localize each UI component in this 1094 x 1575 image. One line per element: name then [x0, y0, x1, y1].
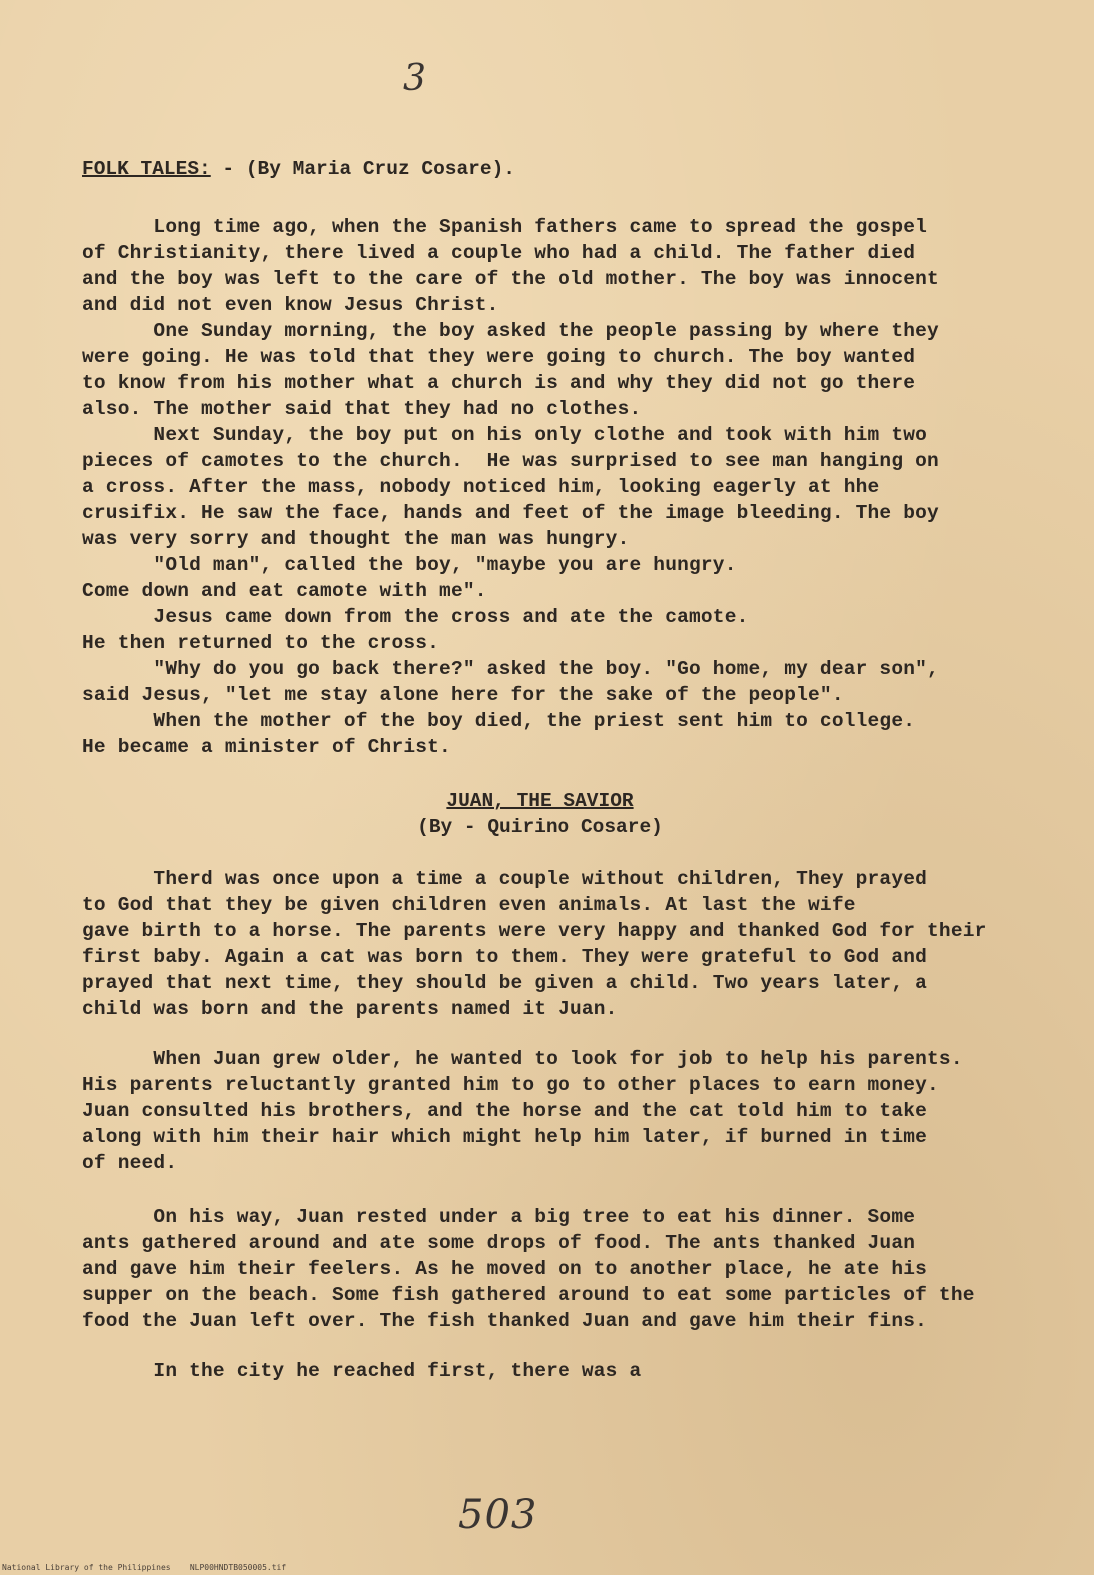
story1-paragraph: One Sunday morning, the boy asked the people passing by where they were going. He was told that they were going to church. The boy wanted to know from his mother what a church is and why they did not go there also. The mother said that they had no clothes. [82, 320, 939, 420]
story2-paragraph: When Juan grew older, he wanted to look for job to help his parents. His parents reluctantly granted him to go to other places to earn money. Juan consulted his brothers, and the horse and the cat told him to take along with him their hair which might help him later, if burned in time of need. [82, 1048, 963, 1174]
story1-paragraph: When the mother of the boy died, the priest sent him to college. He became a minister of Christ. [82, 710, 916, 758]
story2-paragraph: On his way, Juan rested under a big tree to eat his dinner. Some ants gathered around and ate some drops of food. The ants thanked Juan and gave him their feelers. As he moved on to another place, he ate his supper on the beach. Some fish gathered around to eat some particles of the food the Juan left over. The fish thanked Juan and gave him their fins. [82, 1206, 975, 1332]
story1-paragraph: Long time ago, when the Spanish fathers came to spread the gospel of Christianity, there lived a couple who had a child. The father died and the boy was left to the care of the old mother. The boy was innocent and did not even know Jesus Christ. [82, 216, 939, 316]
story1-paragraph: "Old man", called the boy, "maybe you are hungry. Come down and eat camote with me". [82, 554, 737, 602]
story2-byline: (By - Quirino Cosare) [417, 816, 663, 838]
story2-paragraph: Therd was once upon a time a couple without children, They prayed to God that they be given children even animals. At last the wife gave birth to a horse. The parents were very happy and thanked God for their first baby. Again a cat was born to them. They were grateful to God and prayed that next time, they should be given a child. Two years later, a child was born and the parents named it Juan. [82, 868, 987, 1020]
story2-title [350, 788, 730, 814]
story1-paragraph: "Why do you go back there?" asked the boy. "Go home, my dear son", said Jesus, "let me stay alone here for the sake of the people". [82, 658, 939, 706]
heading-byline: - (By Maria Cruz Cosare). [210, 158, 515, 180]
heading-title: FOLK TALES: [82, 158, 211, 180]
folk-tales-heading [82, 158, 515, 180]
page-number-top: 3 [403, 58, 426, 99]
handwritten-page-number: 503 [458, 1492, 538, 1538]
scan-footer-credit: National Library of the Philippines NLP00HNDTB050005.tif [2, 1563, 287, 1572]
story1-paragraph: Next Sunday, the boy put on his only clothe and took with him two pieces of camotes to the church. He was surprised to see man hanging on a cross. After the mass, nobody noticed him, looking eagerly at hhe crusifix. He saw the face, hands and feet of the image bleeding. The boy was very sorry and thought the man was hungry. [82, 424, 939, 550]
story2-title-text: JUAN, THE SAVIOR [446, 790, 634, 812]
story2-paragraph: In the city he reached first, there was a [82, 1360, 642, 1382]
story1-paragraph: Jesus came down from the cross and ate the camote. He then returned to the cross. [82, 606, 749, 654]
